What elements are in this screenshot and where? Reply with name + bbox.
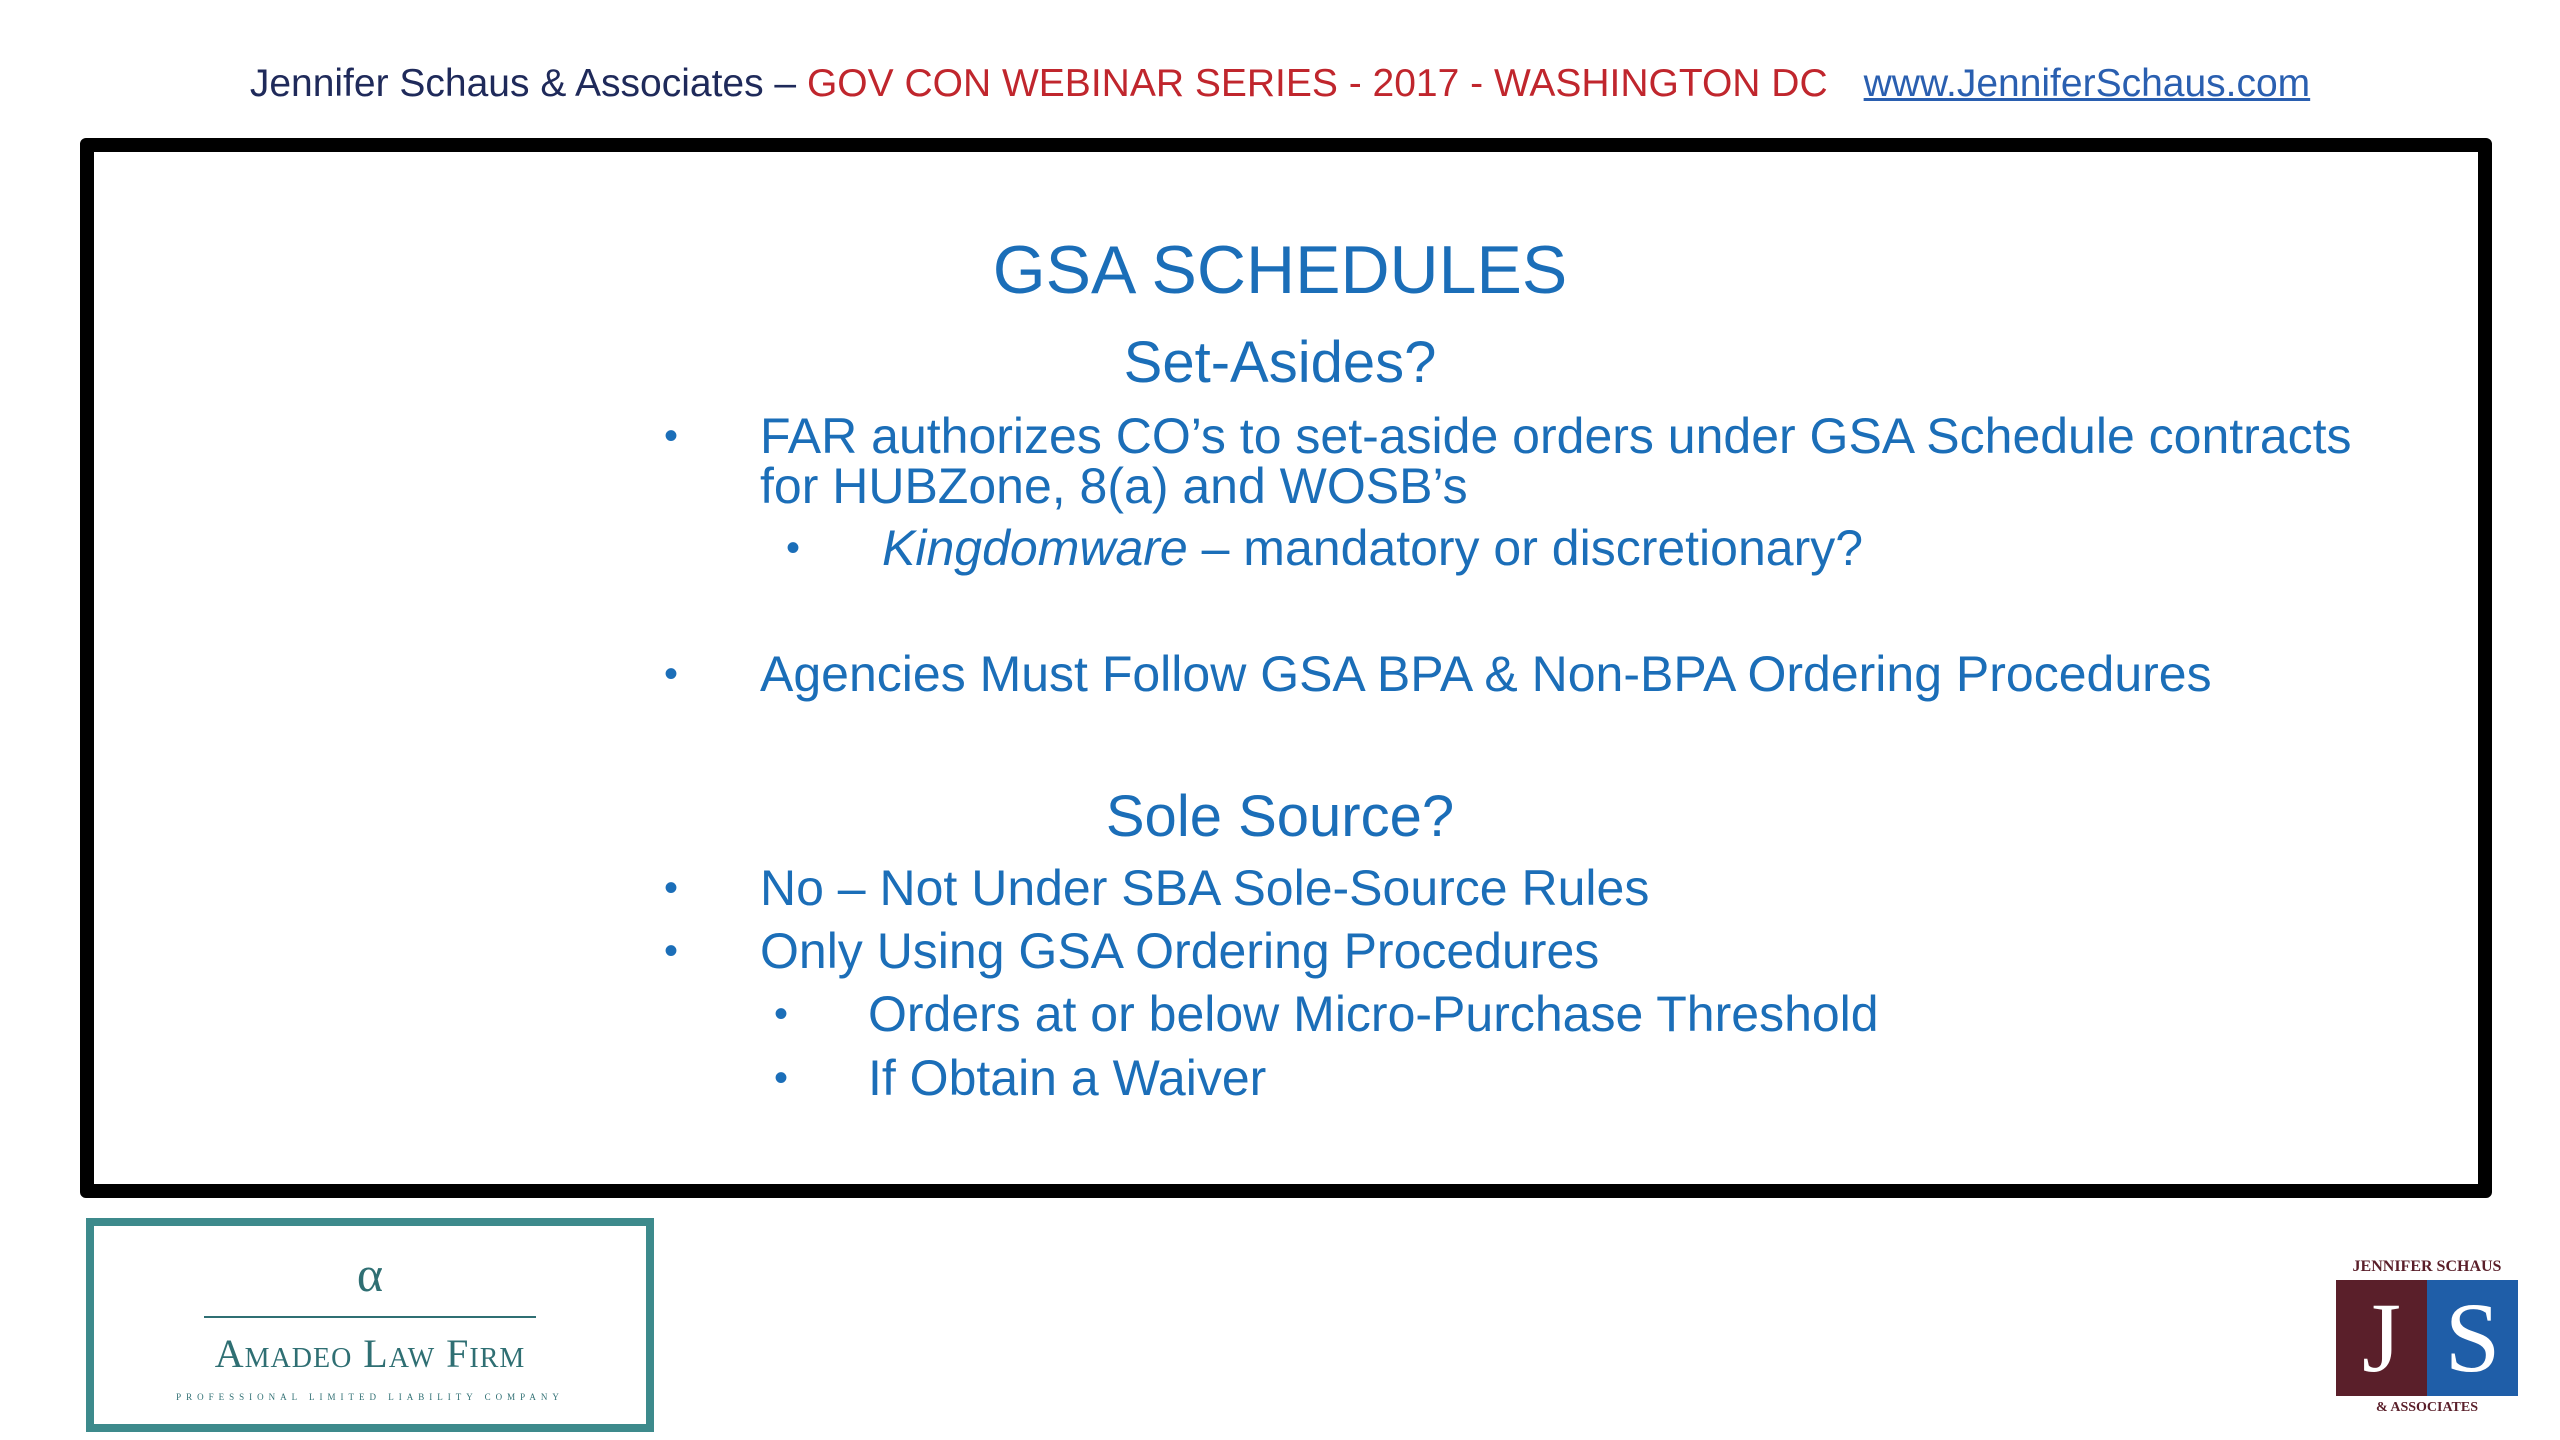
amadeo-law-firm-logo [86,1218,654,1432]
bullet-dot: • [774,1056,789,1100]
alpha-symbol: α [356,1246,384,1302]
slide-title: GSA SCHEDULES [992,232,1568,308]
sole-source-heading: Sole Source? [1105,784,1455,849]
bullet-text: FAR authorizes CO’s to set-aside orders under GSA Schedule contracts [760,408,2352,464]
jennifer-schaus-logo [2332,1258,2522,1422]
bullet-text: Agencies Must Follow GSA BPA & Non-BPA Ordering Procedures [760,646,2212,702]
bullet-dot: • [664,866,679,910]
header-dash: – [763,62,807,105]
amadeo-name: Amadeo Law Firm [214,1331,526,1376]
js-logo-top-text: JENNIFER SCHAUS [2352,1258,2502,1275]
bullet-text: Only Using GSA Ordering Procedures [760,923,1600,979]
bullet-text: No – Not Under SBA Sole-Source Rules [760,860,1650,916]
js-logo-bottom-text: & ASSOCIATES [2375,1400,2479,1415]
sub-bullet-text: If Obtain a Waiver [868,1050,1267,1106]
js-logo-boxes [2336,1280,2518,1396]
amadeo-subtitle: PROFESSIONAL LIMITED LIABILITY COMPANY [176,1392,564,1402]
kingdomware-italic: Kingdomware [882,520,1188,576]
header-series: GOV CON WEBINAR SERIES - 2017 - WASHINGTON DC [806,62,1828,105]
js-logo-j: J [2336,1280,2427,1396]
header-url-link[interactable]: www.JenniferSchaus.com [1863,62,2311,105]
kingdomware-rest: – mandatory or discretionary? [1187,520,1864,576]
sub-bullet-text [882,522,1863,574]
set-asides-heading: Set-Asides? [1123,330,1437,395]
bullet-dot: • [774,992,789,1036]
sub-bullet-text: Orders at or below Micro-Purchase Threshold [868,986,1879,1042]
js-logo-s: S [2427,1280,2518,1396]
header-org: Jennifer Schaus & Associates [249,62,764,105]
bullet-dot: • [786,526,801,570]
bullet-dot: • [664,414,679,458]
bullet-dot: • [664,652,679,696]
bullet-text-continued: for HUBZone, 8(a) and WOSB’s [760,458,1468,514]
logo-divider [204,1316,536,1318]
bullet-dot: • [664,929,679,973]
